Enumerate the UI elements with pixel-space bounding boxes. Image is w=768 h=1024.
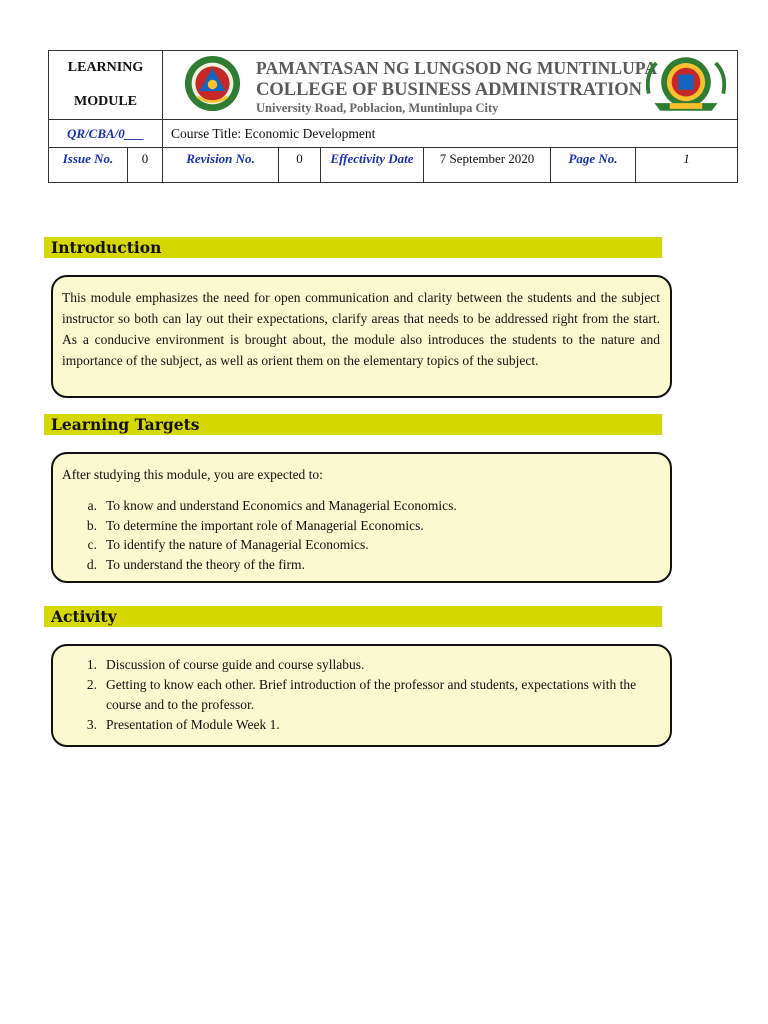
learning-targets-list [62, 496, 660, 574]
list-marker: 2. [86, 677, 97, 692]
effectivity-date-label: Effectivity Date [321, 148, 424, 183]
learning-label-line1: LEARNING [67, 60, 144, 75]
list-item-text: To determine the important role of Managerial Economics. [106, 517, 424, 533]
effectivity-date-value: 7 September 2020 [424, 148, 551, 183]
list-item [62, 655, 646, 675]
university-name: PAMANTASAN NG LUNGSOD NG MUNTINLUPA [256, 58, 658, 78]
list-item-text: Discussion of course guide and course syllabus. [106, 657, 365, 672]
list-item [62, 675, 646, 715]
list-marker: a. [87, 498, 97, 513]
list-item [62, 715, 646, 735]
list-item [62, 535, 660, 555]
course-title: Course Title: Economic Development [163, 120, 738, 148]
document-code: QR/CBA/0___ [49, 120, 163, 148]
list-item [62, 516, 660, 536]
list-marker: b. [86, 517, 97, 533]
learning-label-line2: MODULE [74, 94, 137, 109]
learning-module-label [49, 51, 163, 120]
introduction-box [51, 275, 672, 398]
revision-number-value: 0 [279, 148, 321, 183]
list-marker: c. [87, 537, 97, 552]
learning-targets-lead: After studying this module, you are expected to: [62, 467, 323, 482]
list-item-text: Presentation of Module Week 1. [106, 717, 280, 732]
activity-heading: Activity [44, 606, 662, 627]
revision-number-label: Revision No. [163, 148, 279, 183]
college-name: COLLEGE OF BUSINESS ADMINISTRATION [256, 79, 643, 100]
issue-number-label: Issue No. [49, 148, 128, 183]
document-header-table [48, 50, 738, 183]
list-item-text: To know and understand Economics and Managerial Economics. [106, 498, 457, 513]
list-item-text: Getting to know each other. Brief introduction of the professor and students, expectations with the course and to the professor. [106, 677, 637, 712]
list-item-text: To identify the nature of Managerial Economics. [106, 537, 369, 552]
university-address: University Road, Poblacion, Muntinlupa City [256, 101, 499, 115]
school-banner [163, 51, 738, 120]
college-seal-icon [643, 55, 729, 115]
page-number-value: 1 [636, 148, 738, 183]
list-marker: 3. [86, 717, 97, 732]
introduction-text: This module emphasizes the need for open communication and clarity between the students and the subject instructor so both can lay out their expectations, clarify areas that needs to be addressed right from the start. As a conducive environment is brought about, the module also introduces the students to the nature and importance of the subject, as well as orient them on the elementary topics of the subject. [62, 290, 660, 368]
list-marker: d. [86, 556, 97, 572]
introduction-heading: Introduction [44, 237, 662, 258]
learning-targets-heading: Learning Targets [44, 414, 662, 435]
university-seal-icon [184, 55, 241, 112]
list-item [62, 555, 660, 575]
list-item-text: To understand the theory of the firm. [106, 556, 305, 572]
page-number-label: Page No. [551, 148, 636, 183]
activity-list [62, 655, 646, 735]
learning-targets-box [51, 452, 672, 583]
list-item [62, 496, 660, 516]
issue-number-value: 0 [128, 148, 163, 183]
activity-box [51, 644, 672, 747]
list-marker: 1. [86, 657, 97, 672]
